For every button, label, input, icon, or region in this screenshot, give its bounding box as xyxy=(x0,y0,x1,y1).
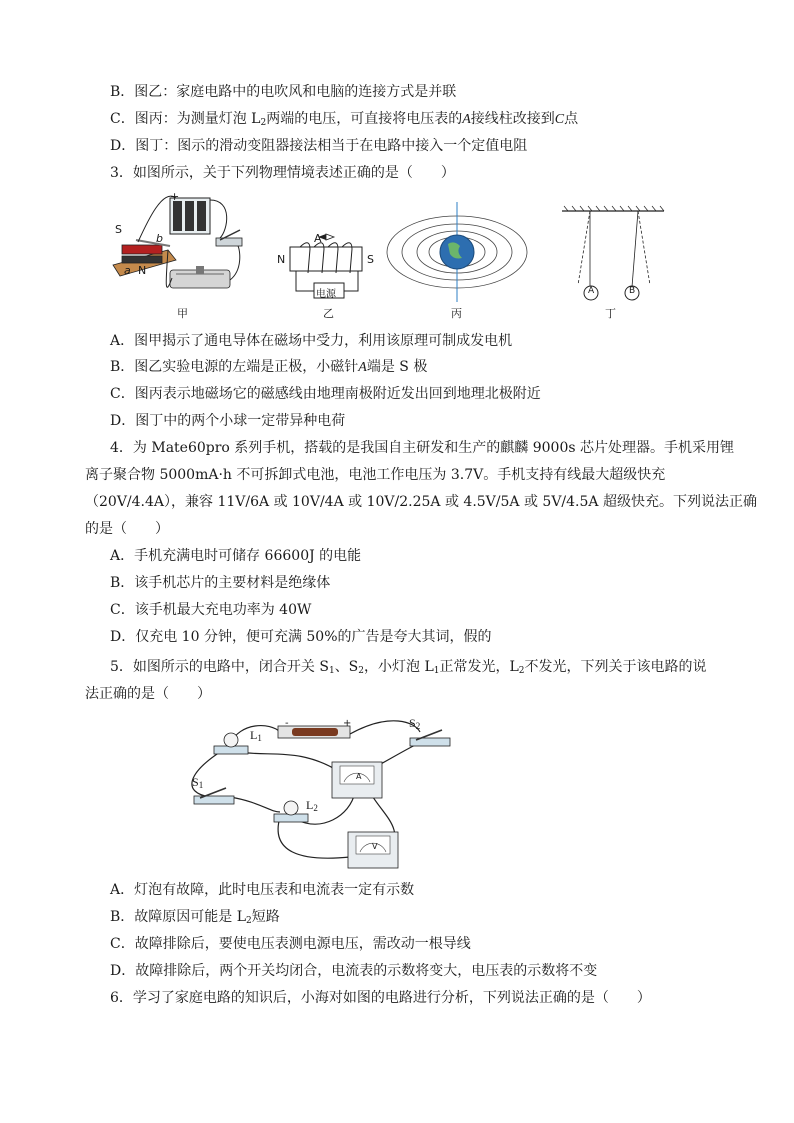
q5-option-b xyxy=(110,907,280,927)
q3-option-c: C．图丙表示地磁场它的磁感线由地理南极附近发出回到地理北极附近 xyxy=(110,386,541,402)
label-s2-letter: S xyxy=(409,716,416,730)
q5-option-a: A．灯泡有故障，此时电压表和电流表一定有示数 xyxy=(110,882,415,898)
q5-option-b-sub: 2 xyxy=(246,916,252,926)
jia-plus-label: + xyxy=(170,190,180,203)
q3-figure-bing xyxy=(382,200,532,305)
label-l2-letter: L xyxy=(306,798,314,812)
q3-option-a: A．图甲揭示了通电导体在磁场中受力，利用该原理可制成发电机 xyxy=(110,333,513,349)
q3-option-b xyxy=(110,357,427,378)
q3-option-b-post: 端是 S 极 xyxy=(366,359,428,375)
q4-option-a: A．手机充满电时可储存 66600J 的电能 xyxy=(110,548,362,564)
q5-stem-post: 不发光，下列关于该电路的说 xyxy=(524,659,707,675)
q5-stem-mid3: 正常发光，L xyxy=(439,659,519,675)
q3-figure-ding xyxy=(560,205,670,305)
q5-stem-line1 xyxy=(110,657,707,677)
q5-option-b-post: 短路 xyxy=(251,909,280,925)
q2-option-c xyxy=(110,109,578,130)
solenoid-icon xyxy=(290,243,362,273)
q5-stem-l1-sub: 1 xyxy=(433,666,440,676)
q5-circuit-figure xyxy=(180,712,460,874)
q5-stem-line2: 法正确的是（ ） xyxy=(85,686,211,702)
battery-plus-label: + xyxy=(343,718,352,729)
q3-option-b-a: A xyxy=(358,360,367,375)
rheostat-icon xyxy=(170,266,230,288)
q3-stem: 3．如图所示，关于下列物理情境表述正确的是（ ） xyxy=(110,165,455,181)
label-l1-sub: 1 xyxy=(257,733,262,743)
label-s1 xyxy=(192,775,203,790)
ding-ball-a-label: A xyxy=(588,286,595,296)
voltmeter-v-label: V xyxy=(372,842,378,851)
ding-ball-b-label: B xyxy=(629,286,636,296)
q2-option-c-mid2: 接线柱改接到 xyxy=(470,111,555,127)
horseshoe-magnet-icon xyxy=(122,245,162,263)
q2-option-d: D．图丁：图示的滑动变阻器接法相当于在电路中接入一个定值电阻 xyxy=(110,138,528,154)
yi-s-label: S xyxy=(367,253,374,266)
q2-option-c-mid: 两端的电压，可直接将电压表的 xyxy=(266,111,463,127)
label-l1 xyxy=(250,728,262,743)
caption-yi: 乙 xyxy=(323,307,334,320)
label-s2 xyxy=(409,716,420,731)
q5-stem-s1-sub: 1 xyxy=(328,666,335,676)
q5-stem-l2-sub: 2 xyxy=(518,666,525,676)
q6-stem: 6．学习了家庭电路的知识后，小海对如图的电路进行分析，下列说法正确的是（ ） xyxy=(110,990,651,1006)
caption-ding: 丁 xyxy=(605,307,616,320)
q5-stem-s2-sub: 2 xyxy=(358,666,365,676)
q4-option-d: D．仅充电 10 分钟，便可充满 50%的广告是夸大其词，假的 xyxy=(110,629,492,645)
q2-option-b: B．图乙：家庭电路中的电吹风和电脑的连接方式是并联 xyxy=(110,84,457,100)
q4-stem-line2: 离子聚合物 5000mA·h 不可拆卸式电池，电池工作电压为 3.7V。手机支持有线最大超级快充 xyxy=(85,467,666,483)
switch-s2-icon xyxy=(410,730,450,746)
label-l2-sub: 2 xyxy=(313,803,318,813)
q4-stem-line4: 的是（ ） xyxy=(85,521,169,537)
q5-option-b-text: B．故障原因可能是 L xyxy=(110,909,247,925)
yi-power-label: 电源 xyxy=(316,289,336,300)
q4-stem-line3: （20V/4.4A），兼容 11V/6A 或 10V/4A 或 10V/2.25A 或 4.5V/5A 或 5V/4.5A 超级快充。下列说法正确 xyxy=(85,494,757,510)
label-s1-letter: S xyxy=(192,775,199,789)
q3-figure-jia xyxy=(108,190,248,305)
yi-a-label: A xyxy=(314,232,322,245)
ammeter-a-label: A xyxy=(356,772,362,781)
label-s2-sub: 2 xyxy=(415,721,421,731)
q4-stem-line1: 4．为 Mate60pro 系列手机，搭载的是我国自主研发和生产的麒麟 9000s 芯片处理器。手机采用锂 xyxy=(110,440,735,456)
label-s1-sub: 1 xyxy=(198,780,204,790)
q2-option-c-text: C．图丙：为测量灯泡 L xyxy=(110,111,261,127)
jia-n-label: N xyxy=(138,264,147,277)
caption-bing: 丙 xyxy=(451,307,462,320)
q5-stem-mid: 、S xyxy=(334,659,359,675)
jia-b-label: b xyxy=(156,232,163,245)
q5-option-c: C．故障排除后，要使电压表测电源电压，需改动一根导线 xyxy=(110,936,471,952)
battery-pack-icon xyxy=(170,198,210,234)
yi-n-label: N xyxy=(277,253,286,266)
q2-option-c-sub: 2 xyxy=(260,118,267,128)
q5-stem-mid2: ，小灯泡 L xyxy=(364,659,434,675)
q4-option-b: B．该手机芯片的主要材料是绝缘体 xyxy=(110,575,331,591)
q4-option-c: C．该手机最大充电功率为 40W xyxy=(110,602,312,618)
label-l2 xyxy=(306,798,318,813)
lamp-l1-icon xyxy=(214,733,248,754)
q5-option-d: D．故障排除后，两个开关均闭合，电流表的示数将变大，电压表的示数将不变 xyxy=(110,963,598,979)
label-l1-letter: L xyxy=(250,728,258,742)
q5-stem-text: 5．如图所示的电路中，闭合开关 S xyxy=(110,659,329,675)
q2-option-c-a: A xyxy=(462,112,471,127)
jia-a-label: a xyxy=(124,264,131,277)
switch-s1-icon xyxy=(194,788,234,804)
jia-s-label: S xyxy=(115,223,122,236)
battery-minus-label: - xyxy=(285,718,289,729)
q2-option-c-c: C xyxy=(554,112,565,127)
q3-option-b-text: B．图乙实验电源的左端是正极，小磁针 xyxy=(110,359,359,375)
q3-option-d: D．图丁中的两个小球一定带异种电荷 xyxy=(110,413,346,429)
caption-jia: 甲 xyxy=(177,307,188,320)
switch-icon xyxy=(216,230,242,246)
q2-option-c-post: 点 xyxy=(564,111,579,127)
